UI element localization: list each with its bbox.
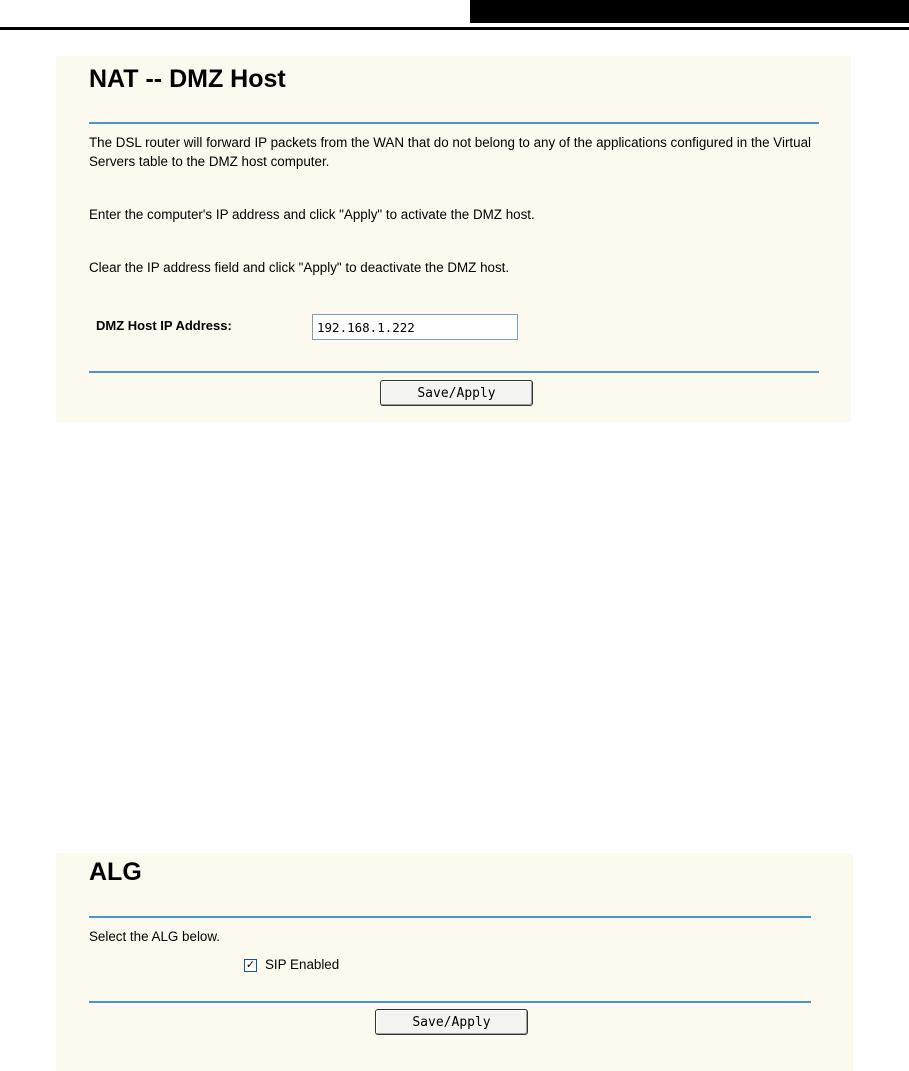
top-divider <box>89 122 819 124</box>
dmz-activate-instruction: Enter the computer's IP address and click "Apply" to activate the DMZ host. <box>89 207 535 222</box>
checkmark-icon: ✓ <box>245 959 256 971</box>
dmz-ip-label: DMZ Host IP Address: <box>96 318 232 333</box>
alg-bottom-divider <box>89 1001 811 1003</box>
dmz-save-apply-button[interactable]: Save/Apply <box>380 380 533 406</box>
alg-intro: Select the ALG below. <box>89 929 221 944</box>
bottom-divider <box>89 371 819 373</box>
alg-title: ALG <box>89 858 142 886</box>
alg-top-divider <box>89 916 811 918</box>
page-title: NAT -- DMZ Host <box>89 65 286 93</box>
dmz-description: The DSL router will forward IP packets from the WAN that do not belong to any of the applications configured in the Virtual Servers table to the DMZ host computer. <box>89 135 811 169</box>
header-rule <box>0 27 909 30</box>
header-black-block <box>470 0 909 23</box>
dmz-ip-input[interactable] <box>312 314 518 340</box>
alg-save-apply-button[interactable]: Save/Apply <box>375 1009 528 1035</box>
sip-enabled-checkbox[interactable] <box>244 959 257 972</box>
dmz-host-panel <box>56 56 851 422</box>
dmz-deactivate-instruction: Clear the IP address field and click "Apply" to deactivate the DMZ host. <box>89 260 510 275</box>
alg-panel <box>56 853 853 1071</box>
sip-enabled-label: SIP Enabled <box>265 957 340 972</box>
